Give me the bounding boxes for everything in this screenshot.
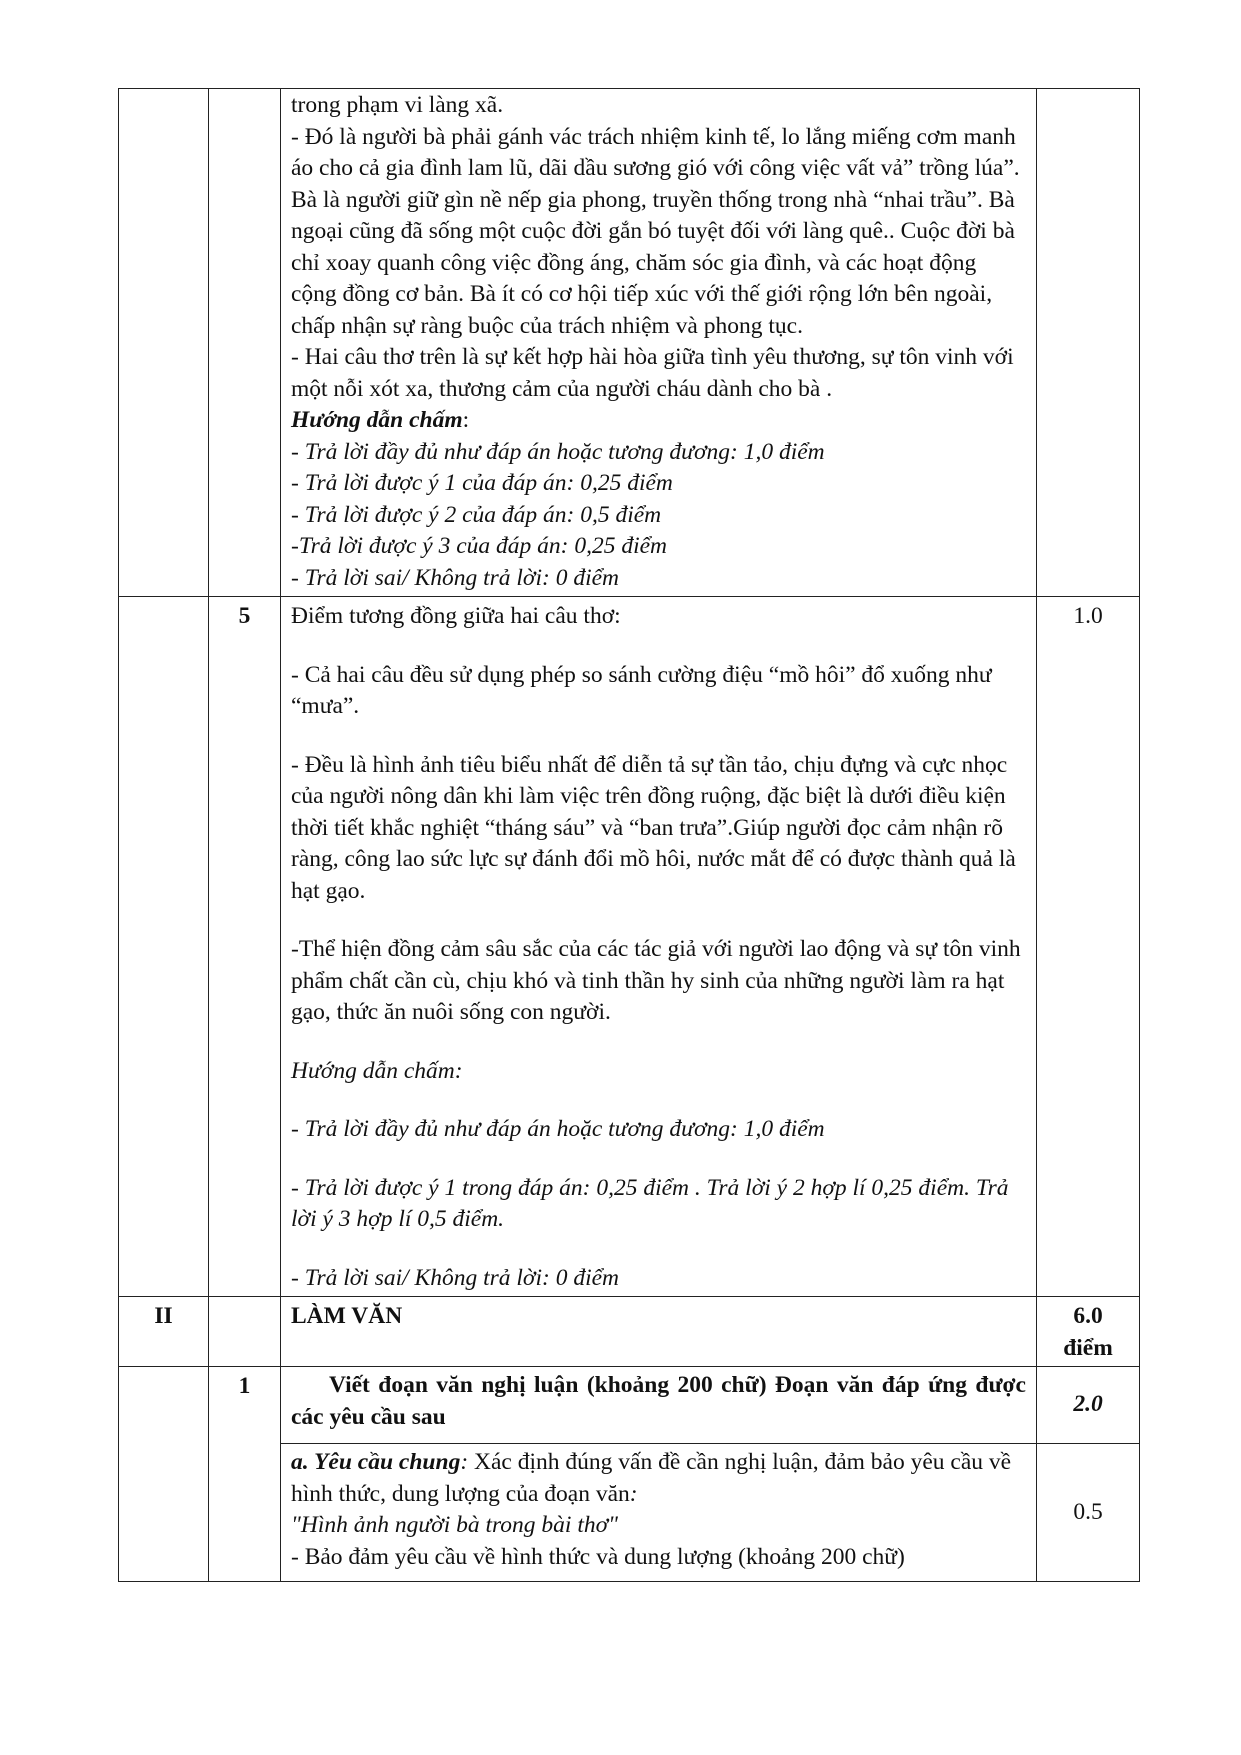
answer-line: trong phạm vi làng xã.: [291, 92, 504, 118]
answer-line: - Đó là người bà phải gánh vác trách nhiệm kinh tế, lo lắng miếng cơm manh áo cho cả gia đình lam lũ, dãi dầu sương gió với công việc vất vả” trồng lúa”. Bà là người giữ gìn nề nếp gia phong, truyền thống trong nhà “nhai trầu”. Bà ngoại cũng đã sống một cuộc đời gắn bó tuyệt đối với làng quê.. Cuộc đời bà chỉ xoay quanh công việc đồng áng, chăm sóc gia đình, và các hoạt động cộng đồng cơ bản. Bà ít có cơ hội tiếp xúc với thế giới rộng lớn bên ngoài, chấp nhận sự ràng buộc của trách nhiệm và phong tục.: [291, 123, 1020, 339]
section-number: II: [154, 1303, 173, 1329]
requirement-quote: "Hình ảnh người bà trong bài thơ": [291, 1512, 619, 1538]
grading-line: - Trả lời sai/ Không trả lời: 0 điểm: [291, 1264, 620, 1291]
question-number-cell: [209, 89, 281, 597]
table-row: [119, 1367, 1140, 1444]
section-cell: [119, 89, 209, 597]
score-cell: [1037, 1297, 1140, 1367]
requirement-detail: - Bảo đảm yêu cầu về hình thức và dung lượng (khoảng 200 chữ): [291, 1543, 905, 1570]
grading-line: - Trả lời đầy đủ như đáp án hoặc tương đương: 1,0 điểm: [291, 438, 825, 465]
score-value: 1.0: [1073, 603, 1103, 629]
answer-cell: [281, 89, 1037, 597]
section-cell: [119, 1297, 209, 1367]
answer-intro: Điểm tương đồng giữa hai câu thơ:: [291, 603, 621, 629]
section-cell: [119, 1367, 209, 1582]
score-cell: [1037, 1367, 1140, 1444]
grading-line: - Trả lời đầy đủ như đáp án hoặc tương đương: 1,0 điểm: [291, 1116, 825, 1142]
grading-line: - Trả lời được ý 1 trong đáp án: 0,25 điểm . Trả lời ý 2 hợp lí 0,25 điểm. Trả lời ý 3 hợp lí 0,5 điểm.: [291, 1174, 1009, 1232]
question-number: 5: [238, 603, 251, 629]
question-number-cell: [209, 597, 281, 1297]
question-text: Viết đoạn văn nghị luận (khoảng 200 chữ) Đoạn văn đáp ứng được các yêu cầu sau: [291, 1372, 1026, 1430]
grading-line: - Trả lời được ý 1 của đáp án: 0,25 điểm: [291, 470, 673, 496]
answer-paragraph: - Cả hai câu đều sử dụng phép so sánh cường điệu “mồ hôi” đổ xuống như “mưa”.: [291, 661, 992, 719]
table-row: [119, 597, 1140, 1297]
section-title: LÀM VĂN: [291, 1303, 403, 1329]
grading-line: -Trả lời được ý 3 của đáp án: 0,25 điểm: [291, 533, 667, 559]
answer-key-table: [118, 88, 1140, 1582]
grading-line: - Trả lời sai/ Không trả lời: 0 điểm: [291, 564, 620, 591]
section-title-cell: [281, 1297, 1037, 1367]
answer-paragraph: -Thể hiện đồng cảm sâu sắc của các tác giả với người lao động và sự tôn vinh phẩm chất cần cù, chịu khó và tinh thần hy sinh của những người làm ra hạt gạo, thức ăn nuôi sống con người.: [291, 936, 1021, 1025]
grading-guide-title: Hướng dẫn chấm:: [291, 407, 470, 433]
question-number-cell: [209, 1367, 281, 1582]
grading-line: - Trả lời được ý 2 của đáp án: 0,5 điểm: [291, 501, 662, 528]
question-number-cell: [209, 1297, 281, 1367]
score-cell: [1037, 89, 1140, 597]
answer-line: - Hai câu thơ trên là sự kết hợp hài hòa giữa tình yêu thương, sự tôn vinh với một nỗi xót xa, thương cảm của người cháu dành cho bà .: [291, 344, 1014, 402]
answer-paragraph: - Đều là hình ảnh tiêu biểu nhất để diễn tả sự tần tảo, chịu đựng và cực nhọc của người nông dân khi làm việc trên đồng ruộng, đặc biệt là dưới điều kiện thời tiết khắc nghiệt “tháng sáu” và “ban trưa”.Giúp người đọc cảm nhận rõ ràng, công lao sức lực sự đánh đổi mồ hôi, nước mắt để có được thành quả là hạt gạo.: [291, 751, 1016, 904]
question-cell: [281, 1367, 1037, 1444]
score-value: 2.0: [1073, 1391, 1103, 1418]
table-row: [119, 89, 1140, 597]
requirement-text: a. Yêu cầu chung: Xác định đúng vấn đề cần nghị luận, đảm bảo yêu cầu về hình thức, dung lượng của đoạn văn:: [291, 1449, 1012, 1507]
score-value: 0.5: [1073, 1498, 1103, 1525]
answer-cell: [281, 1444, 1037, 1582]
answer-cell: [281, 597, 1037, 1297]
score-cell: [1037, 1444, 1140, 1582]
question-number: 1: [238, 1373, 251, 1399]
section-score: 6.0: [1073, 1303, 1103, 1329]
section-row: [119, 1297, 1140, 1367]
grading-guide-title: Hướng dẫn chấm:: [291, 1057, 463, 1084]
score-cell: [1037, 597, 1140, 1297]
section-cell: [119, 597, 209, 1297]
section-score-unit: điểm: [1063, 1334, 1113, 1361]
